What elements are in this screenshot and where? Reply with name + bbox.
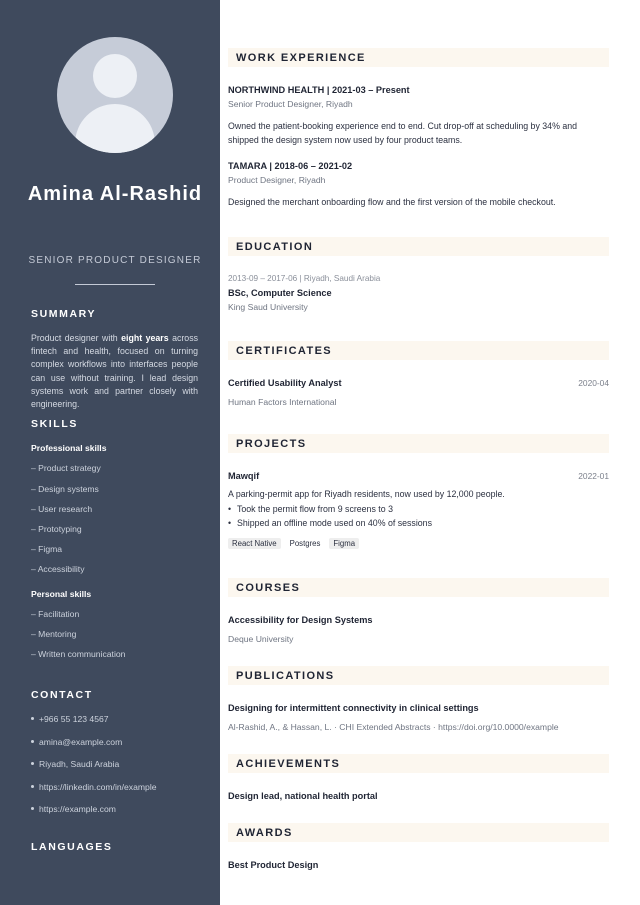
courses-heading: COURSES [236, 582, 301, 594]
skill-item: – Mentoring [31, 629, 77, 639]
project-bullet: • Shipped an offline mode used on 40% of sessions [228, 516, 603, 530]
skill-item: – Design systems [31, 484, 99, 494]
courses-section-header [228, 578, 609, 597]
project-description: A parking-permit app for Riyadh residents, now used by 12,000 people. [228, 489, 505, 499]
project-tags [228, 538, 359, 549]
education-heading: EDUCATION [236, 241, 314, 253]
skill-item: – Prototyping [31, 524, 82, 534]
certificate-name: Certified Usability Analyst [228, 378, 342, 388]
project-tag: Postgres [286, 538, 325, 549]
publication-title: Designing for intermittent connectivity in clinical settings [228, 703, 479, 713]
avatar-body-icon [75, 104, 155, 153]
work-heading: WORK EXPERIENCE [236, 52, 366, 64]
skill-item: – Written communication [31, 649, 126, 659]
languages-heading: LANGUAGES [31, 841, 113, 853]
summary-heading: SUMMARY [31, 308, 97, 320]
bullet-icon [31, 807, 34, 810]
avatar [57, 37, 173, 153]
bullet-icon [31, 740, 34, 743]
education-section-header [228, 237, 609, 256]
job-subtitle: Product Designer, Riyadh [228, 175, 326, 185]
project-date: 2022-01 [578, 471, 609, 481]
candidate-role: SENIOR PRODUCT DESIGNER [28, 255, 202, 266]
contact-heading: CONTACT [31, 689, 93, 701]
job-title: NORTHWIND HEALTH | 2021-03 – Present [228, 85, 410, 95]
personal-skills-label: Personal skills [31, 589, 92, 599]
skill-item: – Accessibility [31, 564, 85, 574]
education-meta: 2013-09 – 2017-06 | Riyadh, Saudi Arabia [228, 274, 381, 283]
skill-item: – Figma [31, 544, 63, 554]
candidate-name: Amina Al-Rashid [27, 183, 203, 205]
work-section-header [228, 48, 609, 67]
job-title: TAMARA | 2018-06 – 2021-02 [228, 161, 353, 171]
bullet-icon [31, 762, 34, 765]
contact-phone [31, 714, 109, 724]
contact-website-link[interactable]: https://example.com [39, 804, 116, 814]
job-subtitle: Senior Product Designer, Riyadh [228, 99, 353, 109]
achievements-section-header [228, 754, 609, 773]
avatar-head-icon [93, 54, 137, 98]
contact-phone-text: +966 55 123 4567 [39, 714, 109, 724]
contact-location-text: Riyadh, Saudi Arabia [39, 759, 120, 769]
summary-text [31, 332, 198, 411]
awards-section-header [228, 823, 609, 842]
sidebar [0, 0, 220, 905]
publications-section-header [228, 666, 609, 685]
awards-heading: AWARDS [236, 827, 293, 839]
publications-heading: PUBLICATIONS [236, 670, 335, 682]
certificates-heading: CERTIFICATES [236, 345, 333, 357]
award-item: Best Product Design [228, 860, 319, 870]
projects-section-header [228, 434, 609, 453]
achievement-item: Design lead, national health portal [228, 791, 378, 801]
certificate-date: 2020-04 [578, 378, 609, 388]
project-tag: React Native [228, 538, 281, 549]
contact-website[interactable] [31, 804, 116, 814]
bullet-icon [31, 785, 34, 788]
skill-item: – User research [31, 504, 93, 514]
certificates-section-header [228, 341, 609, 360]
publication-details[interactable]: Al-Rashid, A., & Hassan, L. · CHI Extended Abstracts · https://doi.org/10.0000/example [228, 722, 559, 732]
skill-item: – Facilitation [31, 609, 80, 619]
education-degree: BSc, Computer Science [228, 288, 332, 298]
summary-text-part: across fintech and health, focused on turning complex workflows into interfaces people can use without training. I lead design systems work and partner closely with engineering. [31, 333, 198, 410]
summary-text-part: Product designer with [31, 333, 122, 343]
project-bullet: • Took the permit flow from 9 screens to 3 [228, 502, 603, 516]
summary-highlight: eight years [121, 333, 169, 343]
project-bullets [228, 502, 603, 530]
course-provider: Deque University [228, 634, 294, 644]
contact-email-text[interactable]: amina@example.com [39, 737, 123, 747]
contact-email[interactable] [31, 737, 122, 747]
projects-heading: PROJECTS [236, 438, 307, 450]
skills-heading: SKILLS [31, 418, 78, 430]
job-description: Designed the merchant onboarding flow and the first version of the mobile checkout. [228, 197, 556, 207]
achievements-heading: ACHIEVEMENTS [236, 758, 341, 770]
bullet-icon [31, 717, 34, 720]
name-divider [75, 284, 155, 285]
project-name: Mawqif [228, 471, 260, 481]
professional-skills-label: Professional skills [31, 443, 107, 453]
course-name: Accessibility for Design Systems [228, 615, 373, 625]
education-school: King Saud University [228, 302, 308, 312]
contact-location [31, 759, 119, 769]
skill-item: – Product strategy [31, 463, 101, 473]
certificate-issuer: Human Factors International [228, 397, 337, 407]
contact-linkedin-link[interactable]: https://linkedin.com/in/example [39, 782, 157, 792]
job-description: Owned the patient-booking experience end to end. Cut drop-off at scheduling by 34% and shipped the design system now used by four product teams. [228, 121, 578, 145]
contact-linkedin[interactable] [31, 782, 157, 792]
project-tag: Figma [329, 538, 359, 549]
